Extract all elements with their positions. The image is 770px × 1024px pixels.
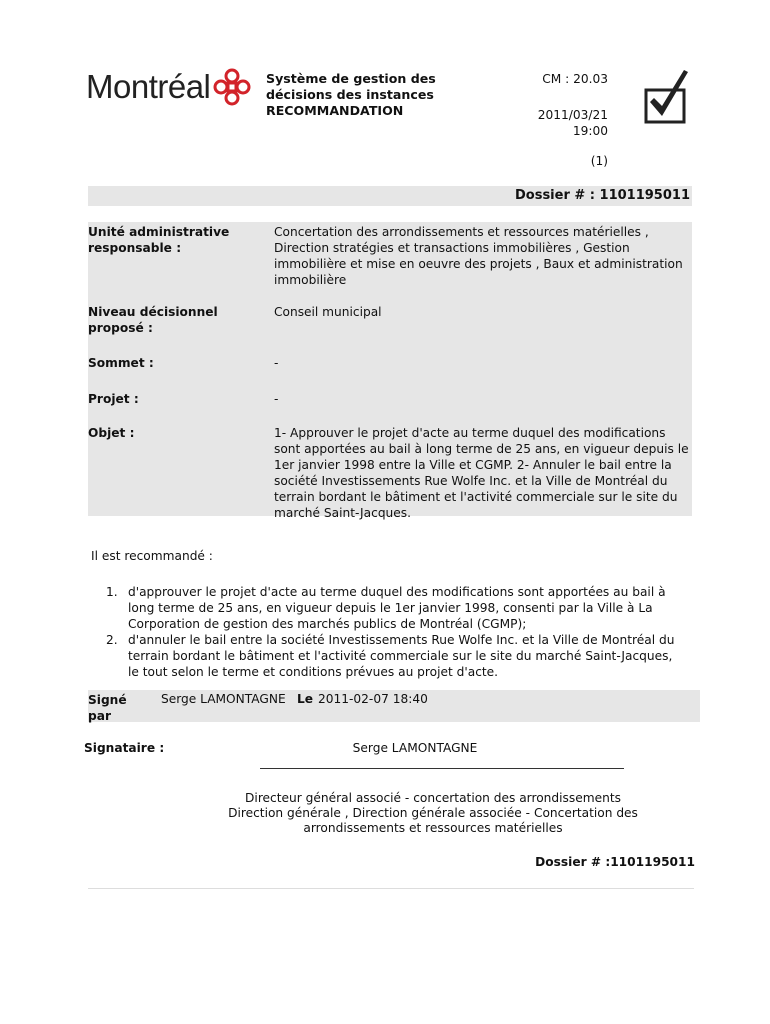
dossier-info-table bbox=[88, 222, 692, 520]
signature-line bbox=[260, 768, 624, 769]
signataire-name: Serge LAMONTAGNE bbox=[352, 741, 478, 755]
projet-label: Projet : bbox=[88, 392, 139, 406]
niveau-value: Conseil municipal bbox=[274, 305, 382, 319]
list-text: d'annuler le bail entre la société Investissements Rue Wolfe Inc. et la Ville de Montréal du terrain bordant le bâtiment et l'activité commerciale sur le site du marché Saint-Jacques, le tout selon le terme et conditions prévues au projet d'acte. bbox=[128, 633, 675, 679]
meeting-time: 19:00 bbox=[572, 124, 608, 138]
signed-datetime: 2011-02-07 18:40 bbox=[318, 692, 428, 706]
niveau-label: Niveau décisionnel proposé : bbox=[88, 305, 218, 335]
dossier-footer-number: Dossier # :1101195011 bbox=[535, 855, 695, 869]
signataire-title: Directeur général associé - concertation des arrondissements Direction générale , Direction générale associée - Concertation des arrondissements et ressources matérielles bbox=[228, 791, 638, 835]
list-number: 2. bbox=[106, 633, 118, 647]
montreal-rosette-icon bbox=[213, 68, 251, 106]
dossier-number: Dossier # : 1101195011 bbox=[514, 188, 690, 203]
objet-label: Objet : bbox=[88, 426, 135, 440]
page-number: (1) bbox=[590, 154, 608, 168]
sommet-label: Sommet : bbox=[88, 356, 154, 370]
signataire-label: Signataire : bbox=[84, 741, 165, 755]
unite-value: Concertation des arrondissements et ressources matérielles , Direction stratégies et transactions immobilières , Gestion immobilière et mise en oeuvre des projets , Baux et administration immobilière bbox=[274, 225, 683, 287]
recommendation-intro: Il est recommandé : bbox=[91, 549, 213, 563]
list-text: d'approuver le projet d'acte au terme duquel des modifications sont apportées au bail à long terme de 25 ans, en vigueur depuis le 1er janvier 1998, consenti par la Ville à La Corporation de gestion des marchés publics de Montréal (CGMP); bbox=[128, 585, 666, 631]
list-item bbox=[106, 584, 686, 632]
signed-by-bar bbox=[88, 690, 700, 722]
logo-text: Montréal bbox=[86, 68, 211, 105]
list-number: 1. bbox=[106, 585, 118, 599]
system-line: Système de gestion des bbox=[266, 71, 436, 86]
signed-le-label: Le bbox=[297, 692, 314, 706]
system-title bbox=[266, 71, 436, 119]
objet-value: 1- Approuver le projet d'acte au terme duquel des modifications sont apportées au bail à long terme de 25 ans, en vigueur depuis le 1er janvier 1998 entre la Ville et CGMP. 2- Annuler le bail entre la société Investissements Rue Wolfe Inc. et la Ville de Montréal du terrain bordant le bâtiment et l'activité commerciale sur le site du marché Saint-Jacques. bbox=[274, 426, 689, 520]
sommet-value: - bbox=[274, 356, 279, 370]
projet-value: - bbox=[274, 392, 279, 406]
meeting-date: 2011/03/21 bbox=[537, 108, 608, 122]
system-line: RECOMMANDATION bbox=[266, 103, 404, 118]
cm-number: CM : 20.03 bbox=[542, 72, 608, 86]
signed-by-label: Signé par bbox=[88, 693, 127, 723]
list-item bbox=[106, 632, 686, 680]
signed-by-name: Serge LAMONTAGNE bbox=[161, 692, 286, 706]
unite-label: Unité administrative responsable : bbox=[88, 225, 230, 255]
recommendation-list bbox=[106, 584, 686, 680]
checkbox-checked-icon bbox=[644, 68, 692, 126]
meeting-datetime bbox=[520, 107, 608, 139]
dossier-header-bar bbox=[88, 186, 692, 206]
system-line: décisions des instances bbox=[266, 87, 434, 102]
montreal-logo bbox=[86, 68, 251, 106]
footer-divider bbox=[88, 888, 694, 889]
